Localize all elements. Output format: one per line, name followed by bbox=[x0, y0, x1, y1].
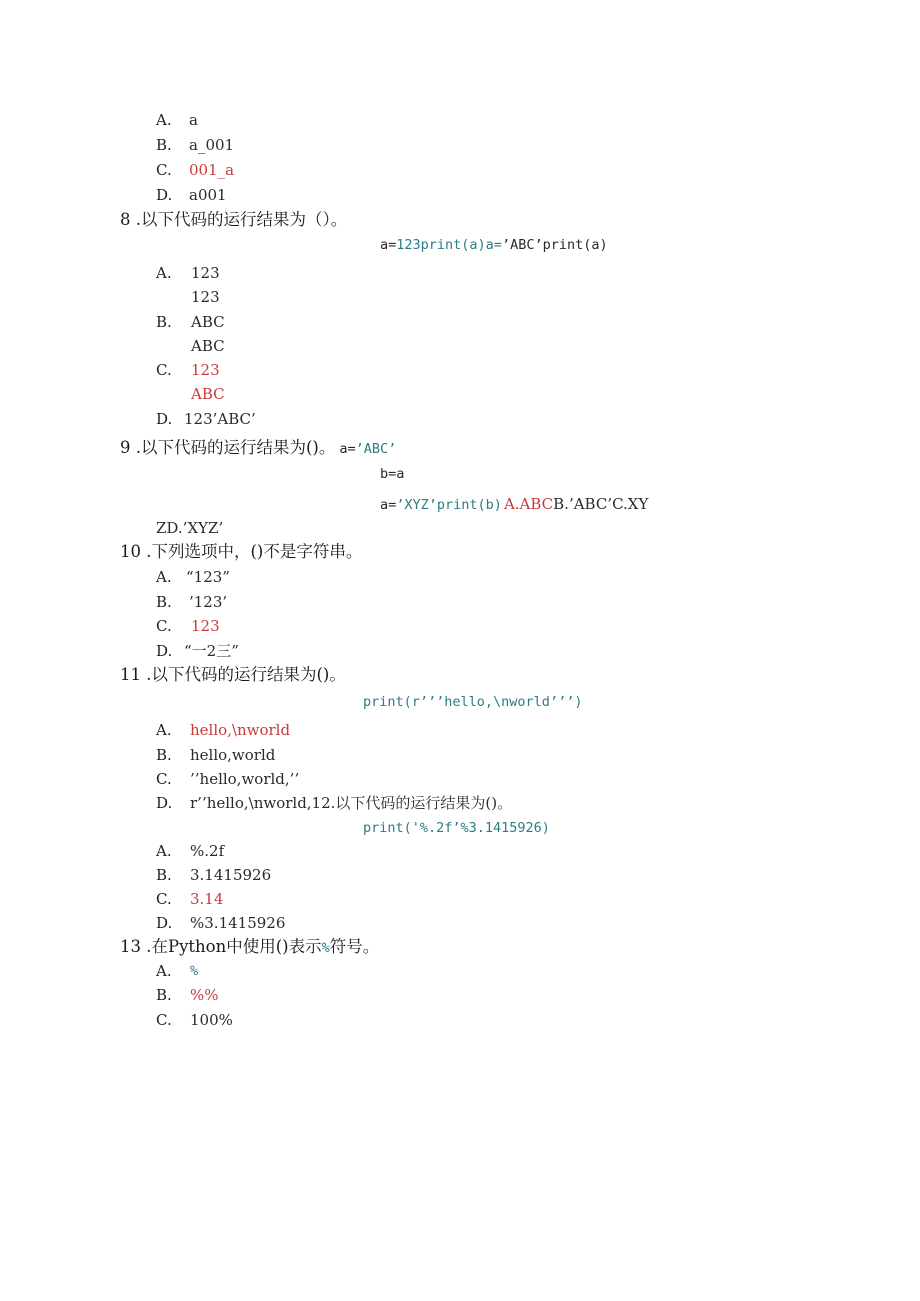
q11-code: print(r’’’hello,\nworld’’’) bbox=[363, 694, 583, 710]
q8-option-b-line2: ABC bbox=[191, 337, 225, 355]
q10-option-c-label: C. bbox=[156, 617, 172, 635]
q10-option-c-text: 123 bbox=[191, 617, 220, 635]
q7-option-d-label: D. bbox=[156, 186, 173, 204]
q7-option-c-text: 001_a bbox=[189, 161, 235, 179]
q8-option-c-line2: ABC bbox=[191, 385, 225, 403]
q12-option-c-label: C. bbox=[156, 890, 172, 908]
q12-option-d-label: D. bbox=[156, 914, 173, 932]
q8-option-c-line1: 123 bbox=[191, 361, 220, 379]
q10-question: 10 .下列选项中，()不是字符串。 bbox=[120, 542, 363, 561]
q7-option-b-label: B. bbox=[156, 136, 172, 154]
q8-option-a-label: A. bbox=[156, 264, 172, 282]
q12-option-d-text: %3.1415926 bbox=[190, 914, 286, 932]
q12-option-b-text: 3.1415926 bbox=[190, 866, 272, 884]
q10-option-b-text: ’123’ bbox=[189, 593, 228, 611]
q9-line-1 bbox=[120, 438, 396, 459]
q11-option-d-text: r’’hello,\nworld,12.以下代码的运行结果为()。 bbox=[190, 794, 513, 812]
q8-code-c: ’ABC’print(a) bbox=[501, 237, 608, 253]
q8-option-a-line1: 123 bbox=[191, 264, 220, 282]
q8-option-c-label: C. bbox=[156, 361, 172, 379]
q7-option-a-label: A. bbox=[156, 111, 172, 129]
q13-question-b: % bbox=[321, 940, 330, 956]
q11-option-b-label: B. bbox=[156, 746, 172, 764]
q13-question-c: 符号。 bbox=[329, 937, 380, 956]
q9-code1-a: a= bbox=[339, 441, 356, 457]
q10-option-b-label: B. bbox=[156, 593, 172, 611]
q11-option-d-label: D. bbox=[156, 794, 173, 812]
q9-answer-a: A.ABC bbox=[503, 495, 554, 513]
q9-options-rest: B.’ABC’C.XY bbox=[553, 495, 649, 513]
q8-option-d-text: 123’ABC’ bbox=[184, 410, 256, 428]
q12-option-b-label: B. bbox=[156, 866, 172, 884]
q12-option-a-text: %.2f bbox=[190, 842, 225, 860]
q8-option-a-line2: 123 bbox=[191, 288, 220, 306]
q10-option-d-text: “一2三” bbox=[184, 642, 239, 660]
q13-option-a-label: A. bbox=[156, 962, 172, 980]
q13-option-b-label: B. bbox=[156, 986, 172, 1004]
q9-code3-b: ’XYZ’print(b) bbox=[396, 497, 502, 513]
q8-option-b-label: B. bbox=[156, 313, 172, 331]
q12-option-a-label: A. bbox=[156, 842, 172, 860]
q13-option-a-text: % bbox=[190, 963, 199, 979]
q9-options-tail: ZD.’XYZ’ bbox=[156, 519, 224, 537]
q11-option-a-label: A. bbox=[156, 721, 172, 739]
q13-question bbox=[120, 937, 379, 958]
q9-code2: b=a bbox=[380, 466, 405, 482]
q9-line-3 bbox=[380, 494, 648, 515]
q11-question: 11 .以下代码的运行结果为()。 bbox=[120, 665, 346, 684]
q8-option-d-label: D. bbox=[156, 410, 173, 428]
q7-option-b-text: a_001 bbox=[189, 136, 235, 154]
q8-code bbox=[380, 235, 608, 255]
q13-option-b-text: %% bbox=[190, 986, 219, 1004]
q12-code: print('%.2f’%3.1415926) bbox=[363, 820, 550, 836]
q8-question: 8 .以下代码的运行结果为（）。 bbox=[120, 210, 348, 229]
q12-option-c-text: 3.14 bbox=[190, 890, 224, 908]
q10-option-a-label: A. bbox=[156, 568, 172, 586]
q8-code-a: a= bbox=[380, 237, 397, 253]
q11-option-c-label: C. bbox=[156, 770, 172, 788]
q9-code1-b: ’ABC’ bbox=[355, 441, 397, 457]
q8-code-b: 123print(a)a= bbox=[396, 237, 502, 253]
q7-option-a-text: a bbox=[189, 111, 198, 129]
q11-option-b-text: hello,world bbox=[190, 746, 276, 764]
q7-option-c-label: C. bbox=[156, 161, 172, 179]
q10-option-d-label: D. bbox=[156, 642, 173, 660]
q13-option-c-text: 100% bbox=[190, 1011, 233, 1029]
q7-option-d-text: a001 bbox=[189, 186, 227, 204]
q9-code3-a: a= bbox=[380, 497, 397, 513]
q11-option-c-text: ’’hello,world,’’ bbox=[190, 770, 300, 788]
q13-option-c-label: C. bbox=[156, 1011, 172, 1029]
q11-option-a-text: hello,\nworld bbox=[190, 721, 291, 739]
q13-question-a: 13 .在Python中使用()表示 bbox=[120, 937, 322, 956]
q8-option-b-line1: ABC bbox=[191, 313, 225, 331]
q9-question: 9 .以下代码的运行结果为()。 bbox=[120, 438, 336, 457]
q10-option-a-text: “123” bbox=[186, 568, 230, 586]
